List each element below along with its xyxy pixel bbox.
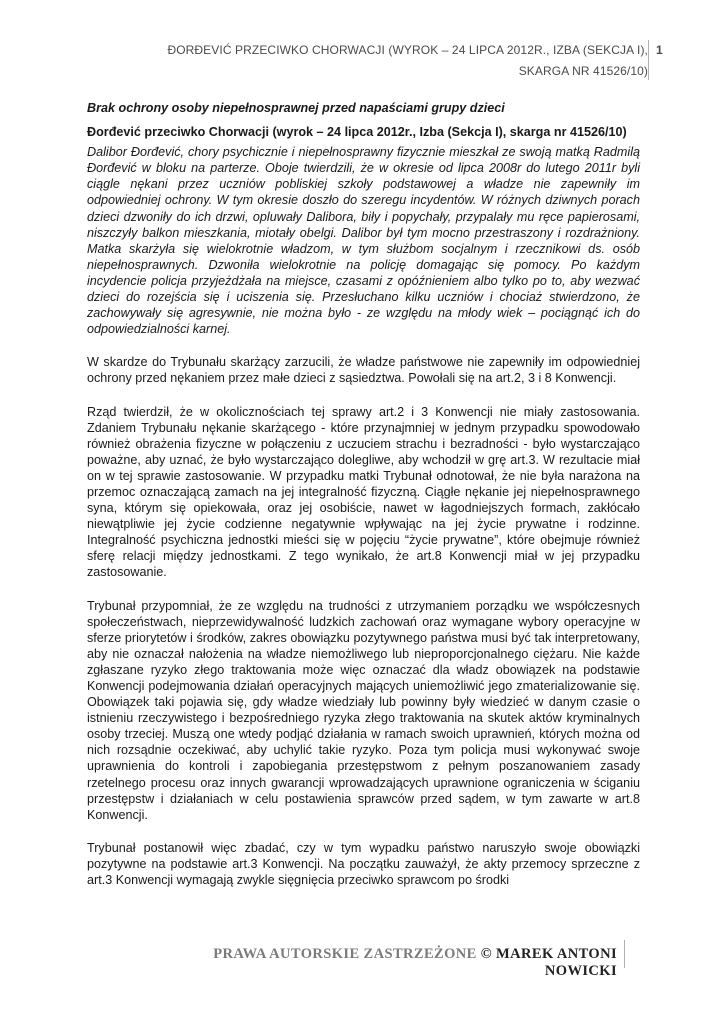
copyright-footer <box>147 946 617 980</box>
running-header <box>88 40 648 82</box>
paragraph-court-principles: Trybunał przypomniał, że ze względu na trudności z utrzymaniem porządku we współczesnych społeczeństwach, nieprzewidywalność ludzkich zachowań oraz wymagane wybory operacyjne w sferze priorytetów i środków, zakres obowiązku pozytywnego państwa musi być tak interpretowany, aby nie oznaczał nałożenia na władze niemożliwego lub nieproporcjonalnego ciężaru. Nie każde zgłaszane ryzyko złego traktowania może więc oznaczać dla władz obowiązek na podstawie Konwencji podejmowania działań operacyjnych mających uniemożliwić jego zmaterializowanie się. Obowiązek taki pojawia się, gdy władze wiedziały lub powinny były wiedzieć w danym czasie o istnieniu rzeczywistego i bezpośredniego ryzyka złego traktowania na skutek aktów kryminalnych osoby trzeciej. Muszą one wtedy podjąć działania w ramach swoich uprawnień, których można od nich rozsądnie oczekiwać, aby uchylić takie ryzyko. Poza tym policja musi wykonywać swoje uprawnienia do kontroli i zapobiegania przestępstwom z pełnym poszanowaniem zasady rzetelnego procesu oraz innych gwarancji wprowadzających uprawnione ograniczenia w ściganiu przestępstw i działaniach w celu postawienia sprawców przed sądem, w tym zawarte w art.8 Konwencji. <box>87 598 640 822</box>
header-divider <box>648 40 649 80</box>
header-line-1: ĐORĐEVIĆ PRZECIWKO CHORWACJI (WYROK – 24 LIPCA 2012R., IZBA (SEKCJA I), <box>167 43 648 57</box>
header-line-2: SKARGA NR 41526/10) <box>518 64 648 78</box>
footer-rights-text: PRAWA AUTORSKIE ZASTRZEŻONE <box>213 946 477 962</box>
document-body <box>87 100 640 905</box>
footer-divider <box>624 940 625 968</box>
page-number: 1 <box>656 43 663 57</box>
paragraph-court-assessment: Trybunał postanowił więc zbadać, czy w tym wypadku państwo naruszyło swoje obowiązki pozytywne na podstawie art.3 Konwencji. Na początku zauważył, że akty przemocy sprzeczne z art.3 Konwencji wymagają zwykle sięgnięcia przeciwko sprawcom po środki <box>87 840 640 888</box>
footer-copyright-owner: © MAREK ANTONI NOWICKI <box>480 946 617 979</box>
case-heading: Đorđević przeciwko Chorwacji (wyrok – 24 lipca 2012r., Izba (Sekcja I), skarga nr 41526/10) <box>87 125 627 140</box>
paragraph-complaint: W skardze do Trybunału skarżący zarzucili, że władze państwowe nie zapewniły im odpowiedniej ochrony przed nękaniem przez małe dzieci z sąsiedztwa. Powołali się na art.2, 3 i 8 Konwencji. <box>87 355 640 386</box>
case-summary: Dalibor Đorđević, chory psychicznie i niepełnosprawny fizycznie mieszkał ze swoją matką Radmilą Đorđević w bloku na parterze. Oboje twierdzili, że w okresie od lipca 2008r do lutego 2011r byli ciągle nękani przez uczniów pobliskiej szkoły podstawowej a władze nie zapewniły im odpowiedniej ochrony. W tym okresie doszło do szeregu incydentów. W różnych dziwnych porach dzieci dzwoniły do ich drzwi, opluwały Dalibora, biły i popychały, przypalały mu ręce papierosami, niszczyły balkon mieszkania, miotały obelgi. Dalibor był tym mocno przestraszony i rozdrażniony. Matka skarżyła się wielokrotnie władzom, w tym służbom socjalnym i rzecznikowi ds. osób niepełnosprawnych. Dzwoniła wielokrotnie na policję domagając się pomocy. Po każdym incydencie policja przyjeżdżała na miejsce, czasami z opóźnieniem albo tylko po to, aby wezwać dzieci do rozejścia się i uciszenia się. Przesłuchano kilku uczniów i chociaż stwierdzono, że zachowywały się agresywnie, nie można było - ze względu na młody wiek – pociągnąć ich do odpowiedzialności karnej. <box>87 145 640 337</box>
paragraph-government-position: Rząd twierdził, że w okolicznościach tej sprawy art.2 i 3 Konwencji nie miały zastosowania. Zdaniem Trybunału nękanie skarżącego - które przynajmniej w jednym przypadku spowodowało również obrażenia fizyczne w połączeniu z uczuciem strachu i bezradności - było wystarczająco poważne, aby uznać, że było wystarczająco dolegliwe, aby wchodził w grę art.3. W rezultacie miał on w tej sprawie zastosowanie. W przypadku matki Trybunał odnotował, że nie była narażona na przemoc oznaczającą zamach na jej integralność fizyczną. Ciągłe nękanie jej niepełnosprawnego syna, którym się opiekowała, oraz jej osobiście, nawet w łagodniejszych formach, zakłócało niewątpliwie jej życie codzienne negatywnie wpływając na jej życie prywatne i rodzinne. Integralność psychiczna jednostki mieści się w pojęciu “życie prywatne”, które obejmuje również sferę relacji między jednostkami. Z tego wynikało, że art.8 Konwencji miał w jej przypadku zastosowanie. <box>87 404 640 580</box>
document-title: Brak ochrony osoby niepełnosprawnej przed napaściami grupy dzieci <box>87 101 505 115</box>
